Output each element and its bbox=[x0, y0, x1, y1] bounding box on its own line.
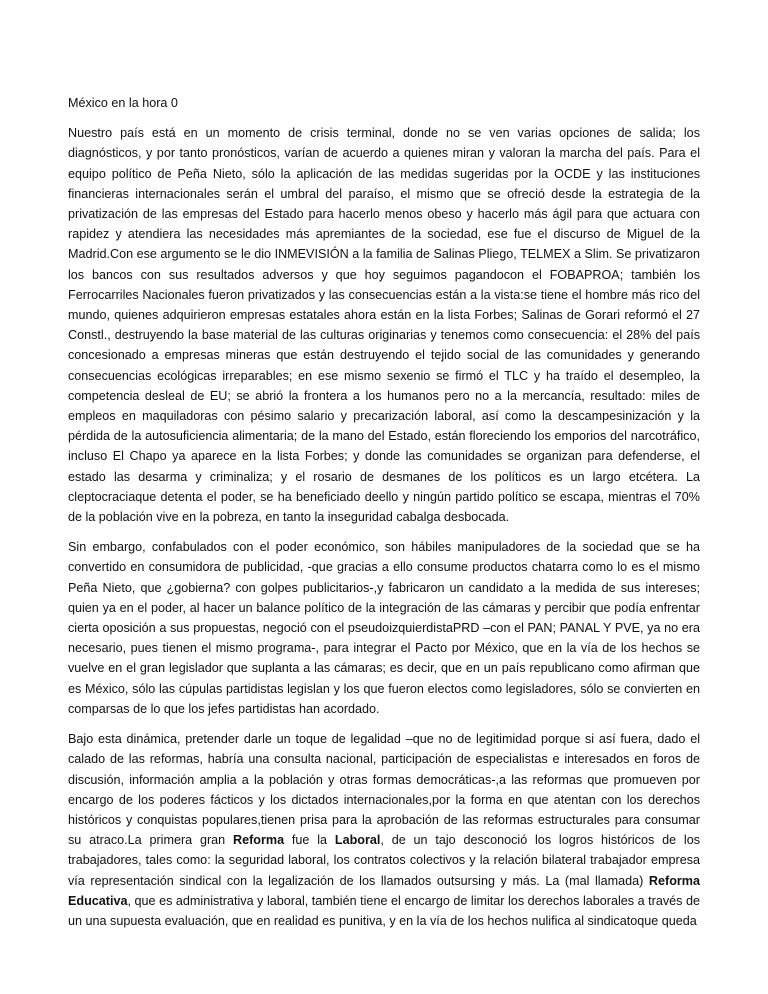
bold-term-reforma-educativa: Reforma Educativa bbox=[68, 873, 700, 908]
paragraph-1: Nuestro país está en un momento de crisis terminal, donde no se ven varias opciones de salida; los diagnósticos, y por tanto pronósticos, varían de acuerdo a quienes miran y valoran la marcha del país. Para el equipo político de Peña Nieto, sólo la aplicación de las medidas sugeridas por la OCDE y las instituciones financieras internacionales serán el umbral del paraíso, el mismo que se ofreció desde la estrategia de la privatización de las empresas del Estado para hacerlo menos obeso y hacerlo más ágil para que actuara con rapidez y atendiera las necesidades más apremiantes de la sociedad, ese fue el discurso de Miguel de la Madrid.Con ese argumento se le dio INMEVISIÓN a la familia de Salinas Pliego, TELMEX a Slim. Se privatizaron los bancos con sus resultados adversos y que hoy seguimos pagandocon el FOBAPROA; también los Ferrocarriles Nacionales fueron privatizados y las consecuencias están a la vista:se tiene el hombre más rico del mundo, quienes adquirieron empresas estatales ahora están en la lista Forbes; Salinas de Gorari reformó el 27 Constl., destruyendo la base material de las culturas originarias y tenemos como consecuencia: el 28% del país concesionado a empresas mineras que están destruyendo el tejido social de las comunidades y generando consecuencias ecológicas irreparables; en ese mismo sexenio se firmó el TLC y ha traído el desempleo, la competencia desleal de EU; se abrió la frontera a los humanos pero no a la mercancía, resultado: miles de empleos en maquiladoras con pésimo salario y precarización laboral, así como la descampesinización y la pérdida de la autosuficiencia alimentaria; de la mano del Estado, están floreciendo los emporios del narcotráfico, incluso El Chapo ya aparece en la lista Forbes; y donde las comunidades se organizan para defenderse, el estado las desarma y criminaliza; y el rosario de desmanes de los políticos es un largo etcétera. La cleptocraciaque detenta el poder, se ha beneficiado deello y ningún partido político se escapa, mientras el 70% de la población vive en la pobreza, en tanto la inseguridad cabalga desbocada. bbox=[68, 126, 700, 525]
paragraph-2: Sin embargo, confabulados con el poder económico, son hábiles manipuladores de la sociedad que se ha convertido en consumidora de publicidad, -que gracias a ello consume productos chatarra como lo es el mismo Peña Nieto, que ¿gobierna? con golpes publicitarios-,y fabricaron un candidato a la medida de sus intereses; quien ya en el poder, al hacer un balance político de la integración de las cámaras y percibir que podía enfrentar cierta oposición a sus propuestas, negoció con el pseudoizquierdistaPRD –con el PAN; PANAL Y PVE, ya no era necesario, pues tienen el mismo programa-, para integrar el Pacto por México, que en la vía de los hechos se vuelve en el gran legislador que suplanta a las cámaras; es decir, que en un país republicano como afirman que es México, sólo las cúpulas partidistas legislan y los que fueron electos como legisladores, sólo se convierten en comparsas de lo que los jefes partidistas han acordado. bbox=[68, 540, 700, 716]
paragraph-3 bbox=[68, 729, 700, 931]
paragraph-3-text-1: Bajo esta dinámica, pretender darle un toque de legalidad –que no de legitimidad porque si así fuera, dado el calado de las reformas, habría una consulta nacional, participación de especialistas e interesados en foros de discusión, información amplia a la población y otras formas democráticas-,a las reformas que promueven por encargo de los poderes fácticos y los dictados internacionales,por la forma en que atentan con los derechos históricos y conquistas populares,tienen prisa para la aprobación de las reformas estructurales para consumar su atraco.La primera gran bbox=[68, 732, 700, 848]
bold-term-laboral: Laboral bbox=[334, 833, 381, 848]
document-body bbox=[68, 93, 700, 941]
paragraph-3-text-3: , de un tajo desconoció los logros históricos de los trabajadores, tales como: la seguridad laboral, los contratos colectivos y la relación bilateral trabajador empresa vía representación sindical con la legalización de los llamados outsursing y más. La (mal llamada) bbox=[68, 833, 700, 888]
paragraph-3-text-4: , que es administrativa y laboral, también tiene el encargo de limitar los derechos laborales a través de un una supuesta evaluación, que en realidad es punitiva, y en la vía de los hechos nulifica al sindicatoque queda bbox=[68, 893, 700, 928]
paragraph-3-text-2: fue la bbox=[284, 833, 335, 848]
bold-term-reforma: Reforma bbox=[233, 833, 285, 848]
document-title: México en la hora 0 bbox=[68, 96, 178, 110]
